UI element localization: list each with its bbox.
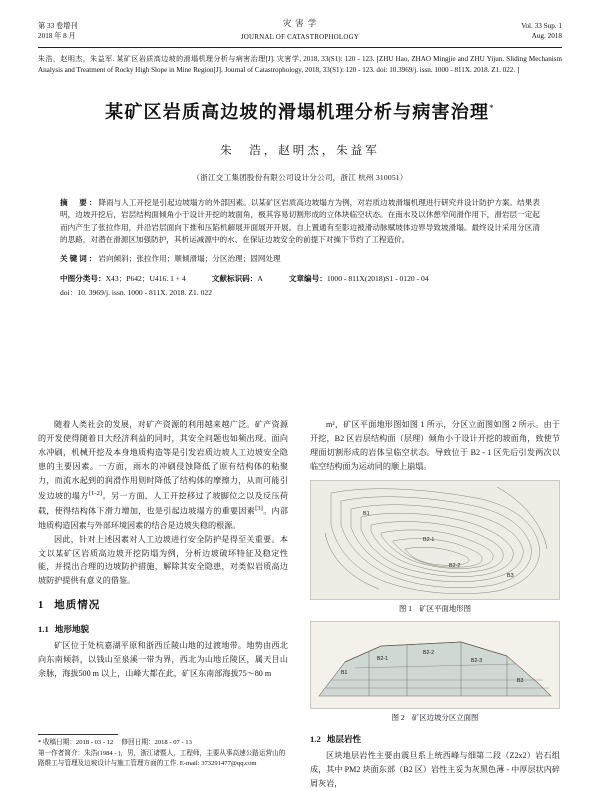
affiliation: （浙江交工集团股份有限公司设计分公司，浙江 杭州 310051） xyxy=(192,173,408,183)
paragraph-1-a: 随着人类社会的发展，对矿产资源的利用越来越广泛。矿产资源的开发使得随着日大经济利益的同时，其安全问题也如频出现。面向水冲刷，机械开挖及本身地质构造等是引发岩质边坡人工边坡安全隐患的主要因素。一方面，雨水的冲刷侵蚀降低了原有结构体的粘聚力，而流水起到的润滑作用则时降低了结构体的摩擦力，从而可能引发边坡的塌方 xyxy=(38,420,288,501)
figure-2-caption: 图 2 矿区边坡分区立面图 xyxy=(391,713,479,723)
figure-1-label-b1: B1 xyxy=(363,510,370,517)
figure-2-label-b3: B3 xyxy=(517,678,524,685)
subsection-title-1-2: 地层岩性 xyxy=(326,734,362,745)
section-heading-1 xyxy=(38,597,288,615)
subsection-title-1-1: 地形地貌 xyxy=(54,624,90,635)
metadata-row-1 xyxy=(60,273,540,285)
abstract-label: 摘 要： xyxy=(60,198,99,208)
header-divider xyxy=(38,47,562,48)
subsection-heading-1-1 xyxy=(38,622,288,637)
journal-name-cn: 灾 害 学 xyxy=(282,19,318,28)
footnote-divider xyxy=(38,734,118,735)
article-metadata xyxy=(60,273,540,299)
figure-2-label-b2-1: B2-1 xyxy=(377,656,388,663)
abstract-block xyxy=(60,197,540,265)
keywords-block xyxy=(60,253,540,265)
citation-block: 朱浩，赵明杰，朱益军. 某矿区岩质高边坡的滑塌机理分析与病害治理[J]. 灾害学, 2018, 33(S1): 120 - 123. [ZHU Hao, ZHAO Mingjie and ZHU Yijun. Sliding Mechanism Analysis and Treatment of Rocky High Slope in Mine Region[J]. Journal of Catastrophology, 2018, 33(S1): 120 - 123. doi: 10.3969/j. issn. 1000 - 811X. 2018. Z1. 022. ] xyxy=(38,55,562,75)
keywords-label: 关键词： xyxy=(60,254,99,264)
figure-1-image xyxy=(310,480,560,600)
revised-label: 修回日期： xyxy=(121,739,155,747)
clc-number xyxy=(60,273,186,285)
paragraph-1 xyxy=(38,418,288,533)
figure-1-label-b2-2: B2-2 xyxy=(449,562,461,569)
document-code-value: A xyxy=(257,273,263,283)
paragraph-3: 矿区位于处杭嘉湖平原和浙西丘陵山地的过渡地带。地势由西北向东南倾斜，以钱山至泉溪一带为界，西北为山地丘陵区，属天目山余脉，海拔500 m 以上，山峰大都在此，矿区东南部海拔75～80 m xyxy=(38,641,288,678)
document-code xyxy=(212,273,263,285)
metadata-row-2 xyxy=(60,287,540,299)
running-head xyxy=(0,0,600,44)
figure-2-svg xyxy=(311,622,560,708)
page-title xyxy=(38,98,562,124)
footnote-block xyxy=(38,734,288,769)
figure-1-label-b2-1: B2-1 xyxy=(423,536,435,543)
subsection-number-1-1: 1.1 xyxy=(38,624,49,635)
figure-1-caption: 图 1 矿区平面地形图 xyxy=(398,603,472,613)
title-text: 某矿区岩质高边坡的滑塌机理分析与病害治理 xyxy=(105,102,490,123)
issue-date-cn: 2018 年 8 月 xyxy=(38,32,76,41)
document-code-label: 文献标识码： xyxy=(211,273,258,283)
paragraph-4: m²，矿区平面地形图如图 1 所示，分区立面图如图 2 所示。由于开挖，B2 区岩层结构面（层理）倾角小于设计开挖的坡面角，致使节理面切割形成的岩体呈临空状态。导致位于 B2 - 1 区先后引发两次以临空结构面为运动同的顺上崩塌。 xyxy=(310,420,560,471)
section-number-1: 1 xyxy=(38,600,45,612)
running-head-center xyxy=(148,18,452,42)
figure-2-image xyxy=(310,621,560,709)
figure-1-label-b3: B3 xyxy=(507,572,514,579)
abstract-paragraph xyxy=(60,197,540,246)
reference-mark-2: [3] xyxy=(255,505,263,513)
author-bio: 第一作者简介：朱浩(1984 - )，男，浙江诸暨人，工程师，主要从事高速公路运营山的路维工与管理及边坡设计与施工管理方面的工作. E-mail: 373291477@qq.com xyxy=(38,749,286,767)
received-date: 2018 - 03 - 12 xyxy=(75,739,114,747)
clc-label: 中图分类号： xyxy=(60,273,106,283)
figure-2-label-b2-3: B2-3 xyxy=(471,658,482,665)
received-label: 收稿日期： xyxy=(42,739,76,747)
running-head-right xyxy=(452,21,562,43)
article-number xyxy=(289,273,429,285)
figure-1 xyxy=(310,480,560,616)
issue-date-en: Aug. 2018 xyxy=(531,32,562,41)
paragraph-5: 区块地层岩性主要由震旦系上统西峰与细第二段（Z2x2）岩石组成，其中 PM2 块面东部（B2 区）岩性主妥为灰黑色薄 - 中厚层状内碎屑灰岩， xyxy=(310,750,560,788)
volume-issue: 第 33 卷增刊 xyxy=(38,21,78,30)
paragraph-2: 因此，针对上述因素对人工边坡进行安全防护是得至关重要。本文以某矿区岩质高边坡开挖防塌为例，分析边坡破坏特征及稳定性能，并提出合理的边坡防护措施，解除其安全隐患，对类似岩质高边坡防护提供有意义的借鉴。 xyxy=(38,534,288,586)
footnote-star: * xyxy=(38,739,42,747)
keywords-text: 岩向倾斜；张拉作用；顺倾滑塌；分区治理；固网处理 xyxy=(98,254,281,264)
paragraph-1-b: 。另一方面，人工开挖移过了坡脚位之以及反压荷载，使得结构体下滑力增加，也是引起边坡塌方的重要因素 xyxy=(38,491,288,516)
abstract-text: 降雨与人工开挖是引起边坡塌方的外部因素。以某矿区岩质高边坡塌方为例，对岩质边坡滑塌机理进行研究并设计防护方案。结果表明，边坡开挖后，岩层结构面倾角小于设计开挖的坡面角，极其容易切割形成的立体块临空状态。在南水及以休憩窄间滑作用下，滑岩层一定起而内产生了张拉作用，并沿岩层面向下推和压陷机解展开面展开开展。自上置通有至影边被滑动脉赋坡体边界导致坡滑塌。最终设计采用分区清的思路，对潜在滑源区加强防护，其析运减源中的水、在保证边坡安全的前提下对操下节约了工程造价。 xyxy=(60,198,540,244)
running-head-left xyxy=(38,21,148,43)
clc-value: X43；P642；U416. 1 + 4 xyxy=(105,273,186,283)
subsection-number-1-2: 1.2 xyxy=(310,734,321,745)
paragraph-1-c: 。内部地质构造因素与外部环境因素的结合是边坡失稳的根源。 xyxy=(38,506,288,530)
volume-issue-en: Vol. 33 Sup. 1 xyxy=(521,21,562,30)
doi-value: doi：10. 3969/j. issn. 1000 - 811X. 2018. Z1. 022 xyxy=(60,287,213,297)
article-number-label: 文章编号： xyxy=(288,273,327,283)
section-title-1: 地质情况 xyxy=(54,600,101,612)
article-number-value: 1000 - 811X(2018)S1 - 0120 - 04 xyxy=(326,273,429,283)
figure-2-label-b1: B1 xyxy=(341,670,348,677)
reference-mark-1: [1-2] xyxy=(88,489,103,497)
figure-2 xyxy=(310,621,560,725)
right-column xyxy=(310,418,560,791)
subsection-heading-1-2 xyxy=(310,732,560,747)
author-list: 朱 浩，赵明杰，朱益军 xyxy=(220,145,380,158)
footnote-dates xyxy=(38,738,288,748)
figure-2-label-b2-2: B2-2 xyxy=(423,650,434,657)
revised-date: 2018 - 07 - 13 xyxy=(154,739,192,747)
title-footnote-mark: * xyxy=(489,103,495,114)
journal-name-en: JOURNAL OF CATASTROPHOLOGY xyxy=(240,32,360,41)
figure-1-svg xyxy=(311,481,560,599)
